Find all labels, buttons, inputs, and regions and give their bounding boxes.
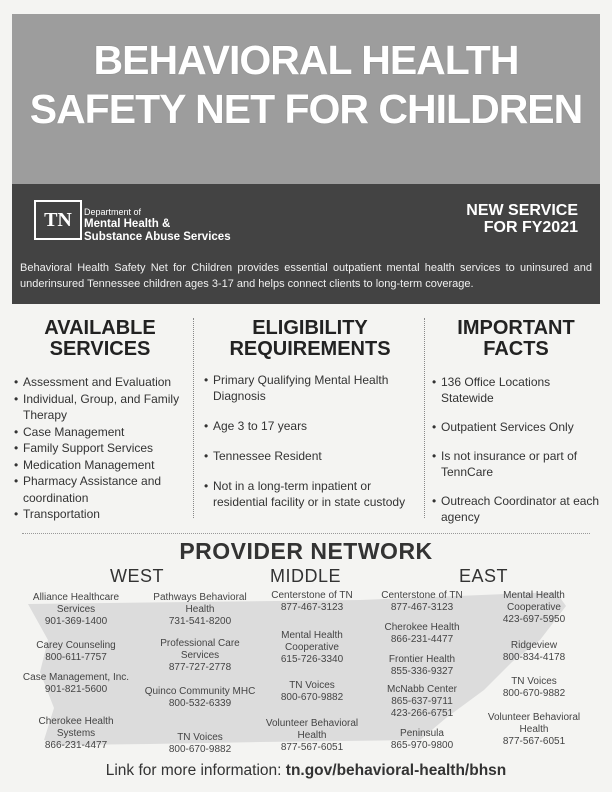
provider-phone: 877-467-3123 — [280, 602, 344, 613]
provider-name: Centerstone of TN — [381, 590, 463, 601]
region-middle-label: MIDDLE — [270, 566, 342, 586]
provider-name: Frontier Health — [388, 654, 456, 665]
list-item: • Assessment and Evaluation — [14, 374, 186, 391]
provider-carey — [20, 640, 132, 664]
provider-name: Volunteer Behavioral Health — [265, 718, 359, 741]
department-line-3: Substance Abuse Services — [84, 231, 231, 243]
provider-phone: 901-369-1400 — [44, 616, 108, 627]
provider-name: Carey Counseling — [36, 640, 116, 651]
provider-quinco — [144, 686, 256, 710]
provider-phone: 877-567-6051 — [502, 736, 566, 747]
provider-ridgeview — [478, 640, 590, 664]
provider-mental-health-coop-middle — [256, 630, 368, 666]
provider-phone: 855-336-9327 — [390, 666, 454, 677]
list-item: • Pharmacy Assistance and coordination — [14, 473, 186, 506]
provider-name: Professional Care Services — [160, 638, 240, 661]
list-item: • Transportation — [14, 506, 186, 523]
provider-tn-voices-west — [144, 732, 256, 756]
more-info-lead: Link for more information: — [105, 762, 286, 779]
department-line-1: Department of — [84, 207, 142, 217]
provider-phone: 865-637-9711 — [391, 696, 453, 707]
provider-name: Mental Health Cooperative — [503, 590, 565, 613]
provider-phone: 800-834-4178 — [502, 652, 566, 663]
provider-name: Peninsula — [400, 728, 444, 739]
provider-name: Cherokee Health — [384, 622, 460, 633]
provider-phone: 423-697-5950 — [502, 614, 566, 625]
provider-phone: 877-727-2778 — [168, 662, 232, 673]
list-item: • Case Management — [14, 424, 186, 441]
provider-phone-2: 423-266-6751 — [390, 708, 454, 719]
provider-name: McNabb Center — [386, 684, 458, 695]
intro-text: Behavioral Health Safety Net for Children provides essential outpatient mental health services to uninsured and underinsured Tennessee children ages 3-17 and helps connect clients to long-term coverage. — [20, 262, 592, 290]
heading-line: SERVICES — [49, 338, 151, 360]
provider-phone: 800-670-9882 — [168, 744, 232, 755]
new-service-line-2: FOR FY2021 — [483, 219, 578, 236]
provider-phone: 877-567-6051 — [280, 742, 344, 753]
provider-phone: 865-970-9800 — [390, 740, 454, 751]
provider-phone: 731-541-8200 — [168, 616, 232, 627]
more-info-link[interactable]: tn.gov/behavioral-health/bhsn — [285, 762, 507, 779]
list-item: • Age 3 to 17 years — [204, 418, 416, 434]
provider-centerstone-east — [366, 590, 478, 614]
heading-line: AVAILABLE — [44, 317, 156, 339]
list-item: • Is not insurance or part of TennCare — [432, 448, 600, 480]
region-west-label: WEST — [110, 566, 164, 586]
provider-name: Pathways Behavioral Health — [153, 592, 247, 615]
list-item: • Outreach Coordinator at each agency — [432, 493, 600, 525]
provider-volunteer-east — [478, 712, 590, 748]
title-line-1: BEHAVIORAL HEALTH — [93, 37, 519, 83]
provider-tn-voices-east — [478, 676, 590, 700]
provider-centerstone-middle — [256, 590, 368, 614]
heading-line: ELIGIBILITY — [252, 317, 368, 339]
region-east-label: EAST — [459, 566, 509, 586]
heading-line: IMPORTANT — [457, 317, 575, 339]
department-line-2: Mental Health & — [84, 218, 171, 230]
provider-name: Centerstone of TN — [271, 590, 353, 601]
provider-alliance — [20, 592, 132, 628]
provider-name: Alliance Healthcare Services — [32, 592, 120, 615]
provider-frontier — [366, 654, 478, 678]
list-item: • Primary Qualifying Mental Health Diagnosis — [204, 372, 416, 404]
more-info-line — [0, 762, 612, 780]
list-item: • Not in a long-term inpatient or residential facility or in state custody — [204, 478, 416, 510]
provider-phone: 877-467-3123 — [390, 602, 454, 613]
provider-phone: 800-611-7757 — [45, 652, 107, 663]
provider-name: Mental Health Cooperative — [281, 630, 343, 653]
provider-tn-voices-middle — [256, 680, 368, 704]
provider-name: Volunteer Behavioral Health — [487, 712, 581, 735]
provider-name: Ridgeview — [510, 640, 558, 651]
provider-name: Case Management, Inc. — [22, 672, 130, 683]
provider-peninsula — [366, 728, 478, 752]
title-line-2: SAFETY NET FOR CHILDREN — [29, 86, 583, 132]
provider-pathways — [144, 592, 256, 628]
provider-phone: 866-231-4477 — [44, 740, 108, 751]
provider-case-management — [20, 672, 132, 696]
provider-name: TN Voices — [289, 680, 335, 691]
provider-phone: 901-821-5600 — [44, 684, 108, 695]
provider-cherokee-east — [366, 622, 478, 646]
provider-name: TN Voices — [177, 732, 223, 743]
heading-line: FACTS — [483, 338, 549, 360]
provider-phone: 800-532-6339 — [168, 698, 232, 709]
provider-phone: 866-231-4477 — [390, 634, 454, 645]
list-item: • Tennessee Resident — [204, 448, 416, 464]
provider-cherokee-west — [20, 716, 132, 752]
provider-phone: 615-726-3340 — [280, 654, 344, 665]
provider-phone: 800-670-9882 — [280, 692, 344, 703]
provider-name: TN Voices — [511, 676, 557, 687]
heading-line: REQUIREMENTS — [229, 338, 391, 360]
list-item: • Outpatient Services Only — [432, 419, 600, 435]
provider-professional-care — [144, 638, 256, 674]
new-service-line-1: NEW SERVICE — [466, 202, 578, 219]
provider-name: Quinco Community MHC — [144, 686, 256, 697]
list-item: • Family Support Services — [14, 440, 186, 457]
list-item: • Medication Management — [14, 457, 186, 474]
tn-logo: TN — [34, 200, 82, 240]
provider-mcnabb — [366, 684, 478, 720]
provider-network-title: PROVIDER NETWORK — [179, 538, 433, 564]
provider-mental-health-coop-east — [478, 590, 590, 626]
provider-volunteer-middle — [256, 718, 368, 754]
provider-phone: 800-670-9882 — [502, 688, 566, 699]
provider-name: Cherokee Health Systems — [38, 716, 114, 739]
list-item: • 136 Office Locations Statewide — [432, 374, 600, 406]
list-item: • Individual, Group, and Family Therapy — [14, 391, 186, 424]
